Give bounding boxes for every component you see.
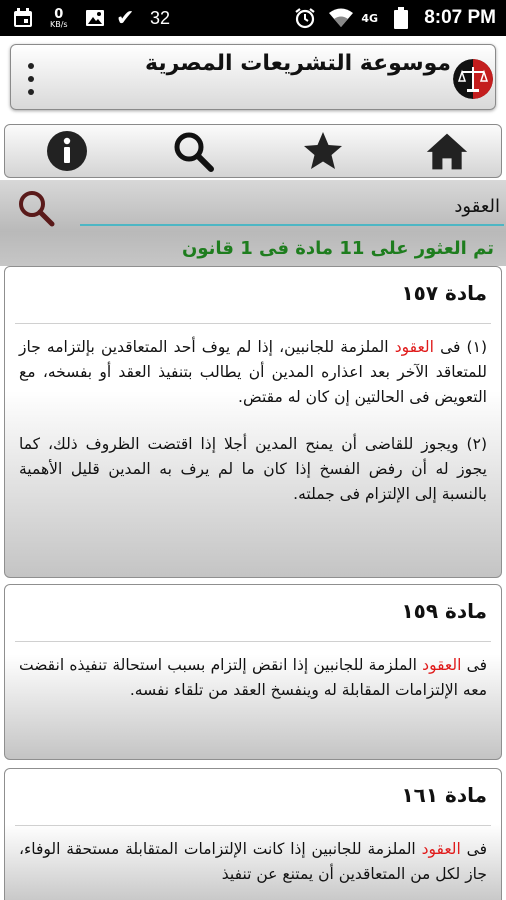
article-card[interactable]	[4, 584, 502, 760]
alarm-icon	[294, 0, 316, 36]
network-type: 4G	[361, 11, 378, 25]
data-speed-unit: KB/s	[50, 19, 68, 29]
favorites-button[interactable]	[301, 131, 345, 171]
search-icon	[171, 129, 215, 173]
wifi-icon	[328, 0, 354, 36]
status-bar	[0, 0, 506, 36]
data-speed-value: 0	[54, 6, 64, 22]
home-icon	[425, 129, 469, 173]
article-paragraph: فى العقود الملزمة للجانبين إذا انقض إلتزام بسبب استحالة تنفيذه انقضت معه الإلتزامات المقابلة له وينفسخ العقد من تلقاء نفسه.	[19, 656, 487, 699]
info-icon	[45, 129, 89, 173]
app-title: موسوعة التشريعات المصرية	[145, 51, 451, 76]
article-body	[19, 335, 487, 507]
article-title: مادة ١٥٧	[401, 281, 487, 305]
battery-icon	[392, 0, 410, 36]
article-body	[19, 653, 487, 703]
search-tab-button[interactable]	[171, 131, 215, 171]
article-card[interactable]	[4, 266, 502, 578]
check-icon: ✔	[116, 5, 135, 31]
data-speed-indicator	[50, 0, 68, 36]
notification-count: 32	[150, 7, 171, 28]
toolbar	[4, 124, 502, 178]
calendar-icon	[12, 0, 34, 36]
clock: 8:07 PM	[424, 7, 496, 28]
search-icon	[14, 186, 58, 230]
article-paragraph: فى العقود الملزمة للجانبين إذا كانت الإلتزامات المتقابلة مستحقة الوفاء، جاز لكل من المتعاقدين أن يمتنع عن تنفيذ	[19, 840, 487, 883]
article-paragraph: (١) فى العقود الملزمة للجانبين، إذا لم يوف أحد المتعاقدين بإلتزامه جاز للمتعاقد الآخر بعد اعذاره المدين أن يطالب بتنفيذ العقد أو بفسخه، مع التعويض فى الحالتين إن كان له مقتض.	[19, 338, 487, 406]
search-input[interactable]	[80, 188, 504, 226]
search-highlight: العقود	[421, 840, 461, 858]
article-body	[19, 837, 487, 887]
divider	[15, 323, 491, 324]
result-count-text: تم العثور على 11 مادة فى 1 قانون	[181, 238, 494, 259]
article-card[interactable]	[4, 768, 502, 900]
image-icon	[84, 0, 106, 36]
search-panel	[0, 180, 506, 266]
article-paragraph: (٢) ويجوز للقاضى أن يمنح المدين أجلا إذا اقتضت الظروف ذلك، كما يجوز له أن رفض الفسخ إذا كان ما لم يرف به المدين قليل الأهمية بالنسبة إلى الإلتزام فى جملته.	[19, 435, 487, 503]
overflow-menu-icon[interactable]	[23, 63, 39, 95]
search-highlight: العقود	[394, 338, 434, 356]
divider	[15, 825, 491, 826]
app-header	[10, 44, 496, 110]
info-button[interactable]	[45, 131, 89, 171]
search-highlight: العقود	[422, 656, 462, 674]
article-title: مادة ١٦١	[401, 783, 487, 807]
home-button[interactable]	[425, 131, 469, 171]
star-icon	[301, 129, 345, 173]
divider	[15, 641, 491, 642]
search-submit-button[interactable]	[14, 186, 58, 226]
article-title: مادة ١٥٩	[401, 599, 487, 623]
scales-logo-icon	[453, 59, 493, 99]
